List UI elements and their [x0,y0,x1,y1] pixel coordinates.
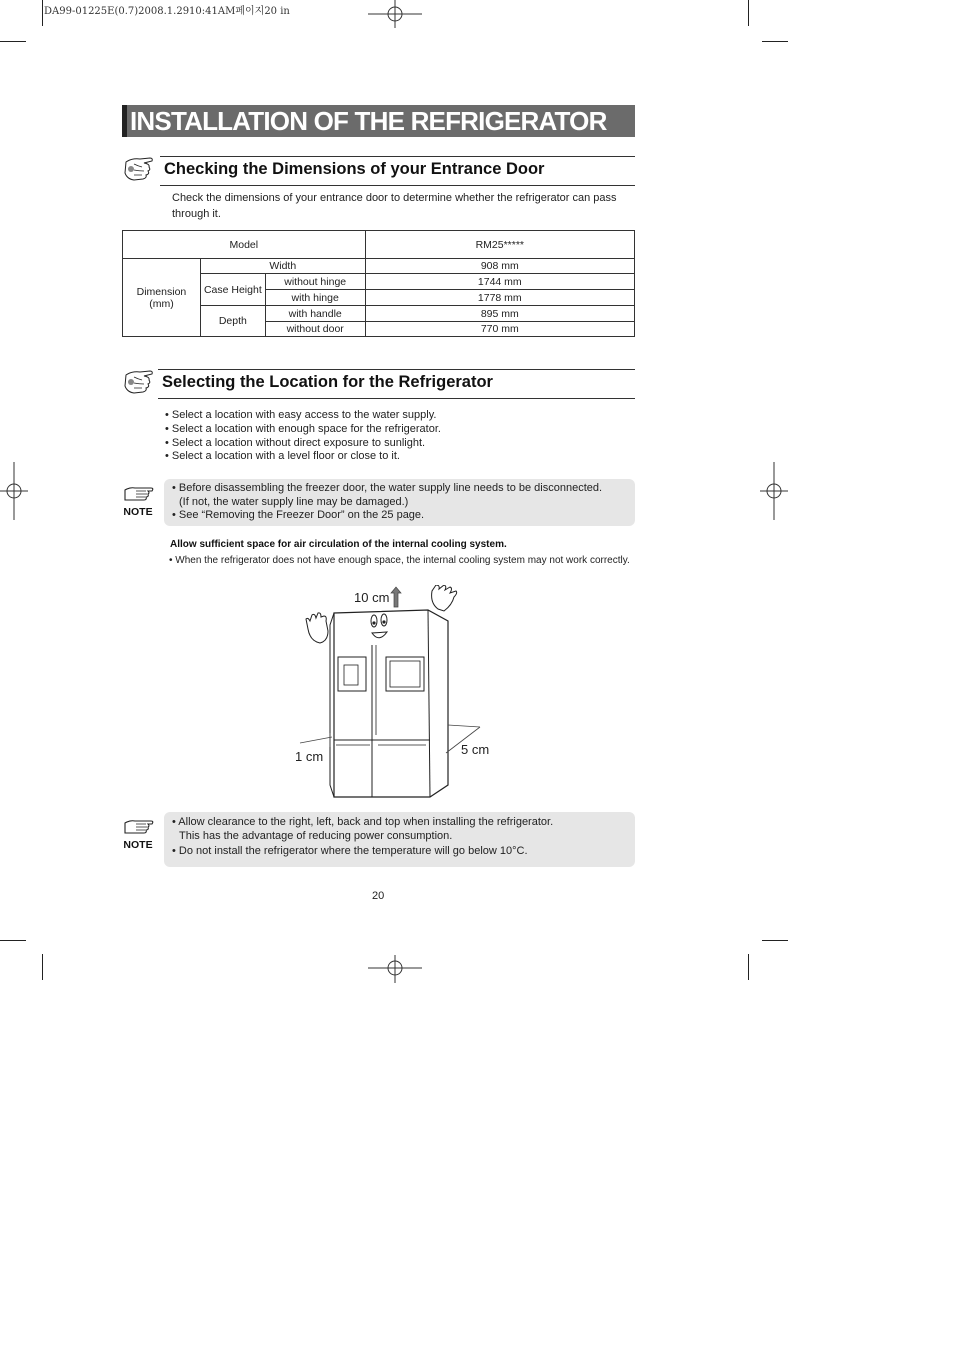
crop-mark [762,940,788,941]
page-number: 20 [372,890,385,902]
airflow-detail: • When the refrigerator does not have enough space, the internal cooling system may not work correctly. [169,555,630,566]
crop-mark [42,954,43,980]
dimension-label: Dimension [136,285,187,298]
crop-mark [762,41,788,42]
registration-mark-left [0,462,30,520]
table-cell: 1744 mm [365,274,634,290]
intro-paragraph [172,190,617,222]
note-hand-icon [122,817,154,837]
page-title: INSTALLATION OF THE REFRIGERATOR [130,106,607,136]
table-cell: Depth [200,306,265,337]
table-cell: 895 mm [365,306,634,322]
crop-mark [42,0,43,26]
back-clearance-label: 5 cm [461,742,490,757]
table-cell: 1778 mm [365,290,634,306]
refrigerator-illustration [290,585,510,805]
registration-mark-bottom [368,955,422,985]
note-line: (If not, the water supply line may be damaged.) [179,495,409,508]
section-heading-text: Selecting the Location for the Refrigerator [162,373,493,391]
note-line: • Allow clearance to the right, left, back and top when installing the refrigerator. [172,816,554,828]
section-heading-location [122,369,635,399]
airflow-heading: Allow sufficient space for air circulation of the internal cooling system. [170,539,507,550]
table-cell: Case Height [200,274,265,306]
table-cell: without hinge [265,274,365,290]
note-icon-block [122,484,162,518]
note-hand-icon [122,484,154,504]
table-row [123,231,635,259]
list-item: • Select a location with easy access to the water supply. [165,409,437,421]
intro-line: Check the dimensions of your entrance door to determine whether the refrigerator can pass [172,192,617,204]
table-cell: with hinge [265,290,365,306]
heading-rule [160,156,635,157]
top-clearance-label: 10 cm [354,590,390,605]
note-line: This has the advantage of reducing power consumption. [179,829,453,842]
location-bullet-list [165,409,441,464]
note-line: • See “Removing the Freezer Door” on the 25 page. [172,509,425,521]
note-box [164,479,635,526]
note-label: NOTE [123,506,153,518]
crop-mark [748,0,749,26]
table-cell [123,259,201,337]
table-cell: Width [200,259,365,274]
print-header: DA99-01225E(0.7)2008.1.2910:41AM페이지20 in [44,6,290,17]
heading-rule [160,185,635,186]
registration-mark-top [368,0,422,30]
note-label: NOTE [123,839,153,851]
note-line: • Do not install the refrigerator where the temperature will go below 10°C. [172,845,528,857]
note-line: • Before disassembling the freezer door, the water supply line needs to be disconnected. [172,482,603,494]
pointing-hand-icon [122,367,156,399]
list-item: • Select a location with enough space for the refrigerator. [165,422,441,435]
page-title-bar [122,105,635,137]
list-item: • Select a location without direct exposure to sunlight. [165,436,426,449]
refrigerator-clearance-figure [290,585,510,805]
table-cell: with handle [265,306,365,322]
crop-mark [0,940,26,941]
heading-rule [158,398,635,399]
table-row [123,259,635,274]
table-cell: 908 mm [365,259,634,274]
registration-mark-right [760,462,790,520]
section-heading-text: Checking the Dimensions of your Entrance Door [164,160,545,178]
crop-mark [748,954,749,980]
note-icon-block [122,817,162,851]
table-cell: without door [265,322,365,337]
table-cell: RM25***** [365,231,634,259]
intro-line: through it. [172,208,221,220]
table-cell: Model [123,231,366,259]
heading-rule [158,369,635,370]
note-box [164,812,635,867]
pointing-hand-icon [122,154,156,186]
table-cell: 770 mm [365,322,634,337]
crop-mark [0,41,26,42]
side-clearance-label: 1 cm [295,749,324,764]
dimension-unit: (mm) [149,297,174,310]
section-heading-entrance-door [122,156,635,186]
list-item: • Select a location with a level floor or close to it. [165,450,400,463]
dimension-table [122,230,635,337]
